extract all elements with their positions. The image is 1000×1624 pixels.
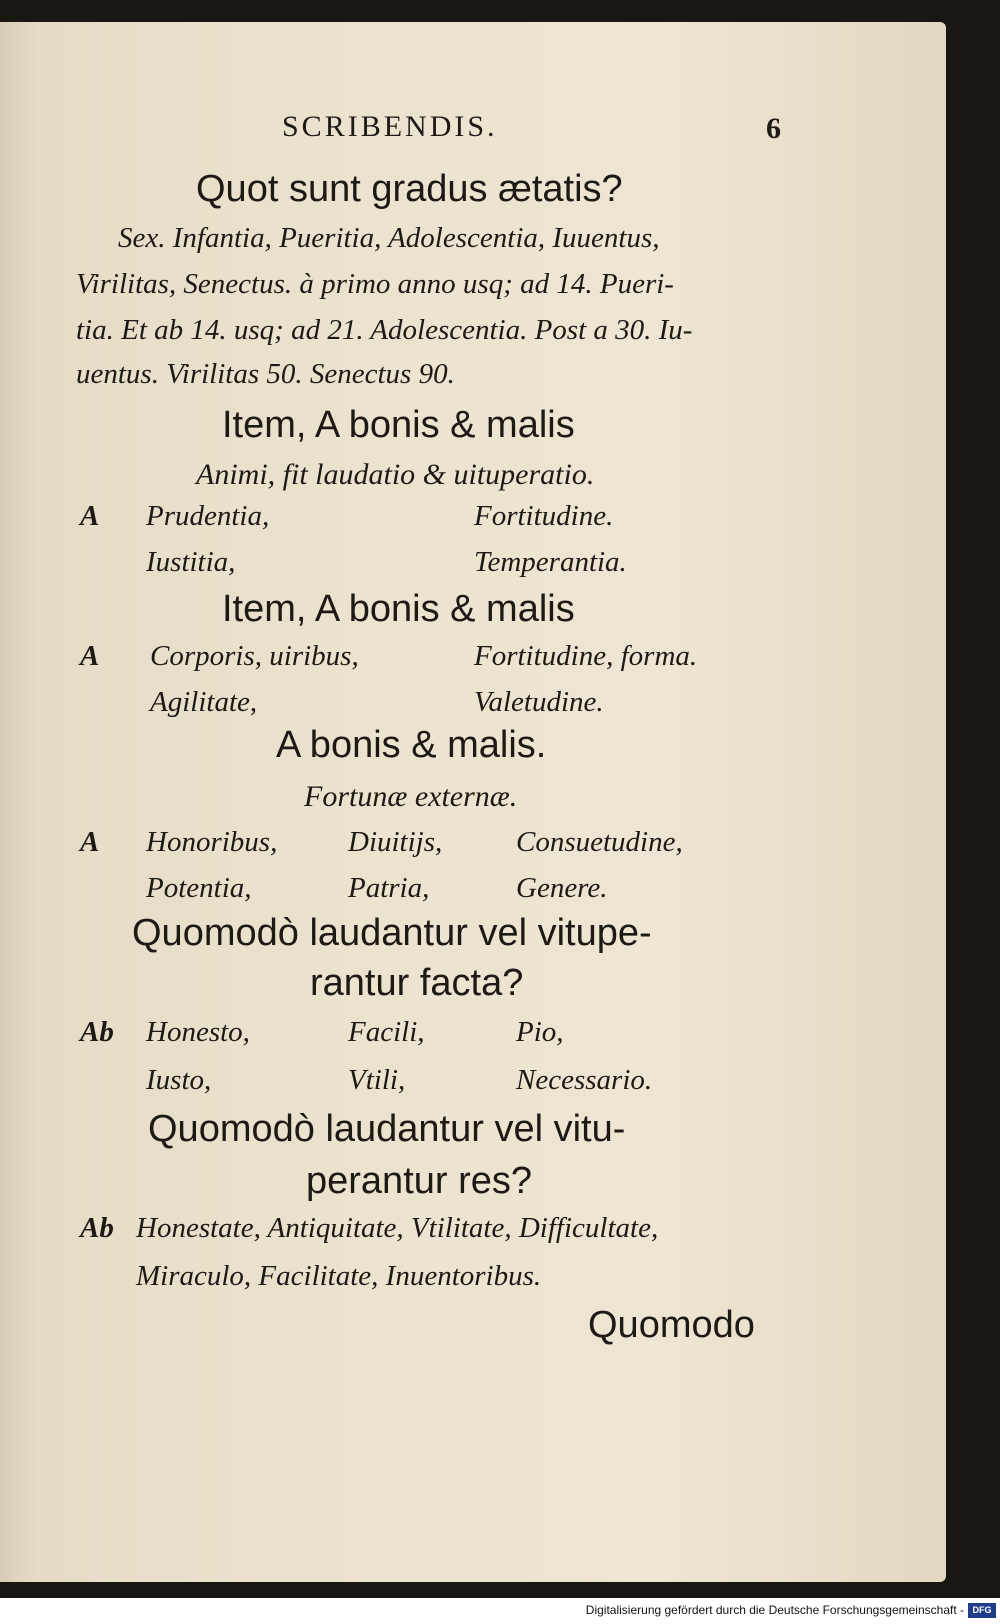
- section-subheading-animi: Animi, fit laudatio & uituperatio.: [196, 458, 595, 491]
- list-item: Temperantia.: [474, 546, 627, 578]
- dfg-logo-icon: [968, 1603, 996, 1618]
- list-item: Pio,: [516, 1016, 564, 1048]
- list-item: Iusto,: [146, 1064, 212, 1096]
- row-marker: Ab: [80, 1212, 114, 1244]
- list-item: Honoribus,: [146, 826, 278, 858]
- list-item: Consuetudine,: [516, 826, 683, 858]
- list-item: Vtili,: [348, 1064, 406, 1096]
- body-line: Honestate, Antiquitate, Vtilitate, Difficultate,: [136, 1212, 659, 1244]
- page-number: 6: [766, 112, 781, 145]
- section-heading-animi: Item, A bonis & malis: [222, 404, 575, 446]
- section-heading-facta-line2: rantur facta?: [310, 962, 524, 1004]
- list-item: Genere.: [516, 872, 608, 904]
- list-item: Agilitate,: [150, 686, 258, 718]
- row-marker: A: [80, 640, 100, 672]
- body-line: Miraculo, Facilitate, Inuentoribus.: [136, 1260, 542, 1292]
- list-item: Fortitudine, forma.: [474, 640, 698, 672]
- footer-credit: Digitalisierung gefördert durch die Deutsche Forschungsgemeinschaft -: [585, 1603, 964, 1617]
- body-line: uentus. Virilitas 50. Senectus 90.: [76, 358, 455, 390]
- list-item: Honesto,: [146, 1016, 250, 1048]
- list-item: Valetudine.: [474, 686, 604, 718]
- list-item: Diuitijs,: [348, 826, 443, 858]
- row-marker: Ab: [80, 1016, 114, 1048]
- section-heading-res-line1: Quomodò laudantur vel vitu-: [148, 1108, 626, 1150]
- list-item: Corporis, uiribus,: [150, 640, 359, 672]
- list-item: Facili,: [348, 1016, 425, 1048]
- body-line: Virilitas, Senectus. à primo anno usq; ad 14. Pueri-: [76, 268, 674, 300]
- catchword: Quomodo: [588, 1304, 755, 1346]
- list-item: Potentia,: [146, 872, 252, 904]
- list-item: Prudentia,: [146, 500, 270, 532]
- section-heading-facta-line1: Quomodò laudantur vel vitupe-: [132, 912, 652, 954]
- row-marker: A: [80, 826, 100, 858]
- section-heading-gradus: Quot sunt gradus ætatis?: [196, 168, 623, 210]
- section-heading-corporis: Item, A bonis & malis: [222, 588, 575, 630]
- list-item: Necessario.: [516, 1064, 653, 1096]
- section-heading-fortunae: A bonis & malis.: [276, 724, 547, 766]
- body-line: tia. Et ab 14. usq; ad 21. Adolescentia. Post a 30. Iu-: [76, 314, 693, 346]
- section-subheading-fortunae: Fortunæ externæ.: [304, 780, 518, 813]
- body-line: Sex. Infantia, Pueritia, Adolescentia, Iuuentus,: [118, 222, 660, 254]
- list-item: Fortitudine.: [474, 500, 614, 532]
- section-heading-res-line2: perantur res?: [306, 1160, 533, 1202]
- digitization-footer: [0, 1600, 1000, 1624]
- running-head: SCRIBENDIS.: [282, 110, 498, 143]
- list-item: Patria,: [348, 872, 430, 904]
- list-item: Iustitia,: [146, 546, 236, 578]
- row-marker: A: [80, 500, 100, 532]
- dfg-logo-label: DFG: [972, 1605, 992, 1615]
